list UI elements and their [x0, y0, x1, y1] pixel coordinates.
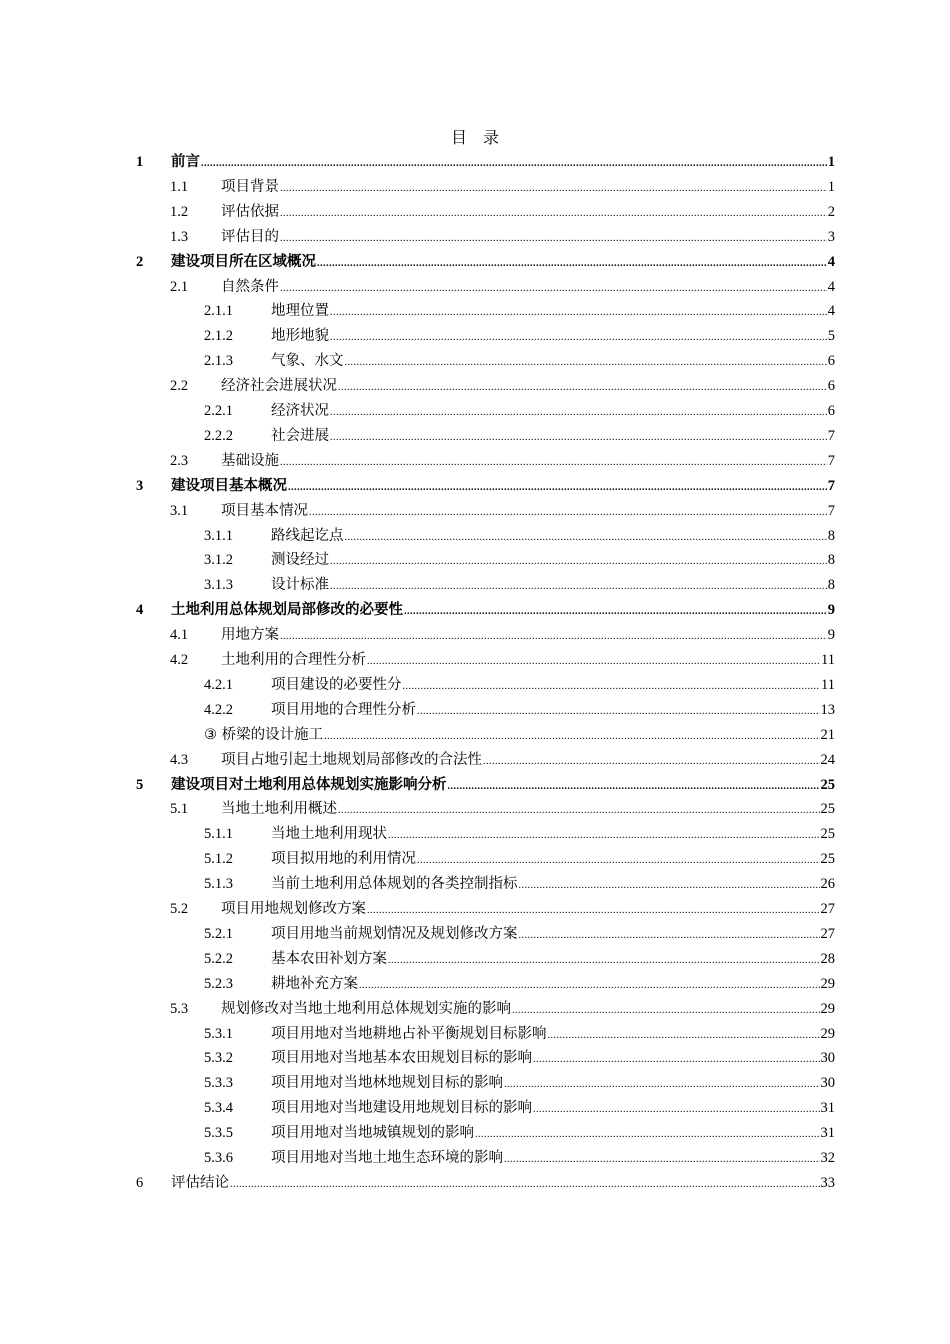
toc-entry-number: 5.1	[170, 801, 189, 818]
toc-leader-dots	[338, 376, 827, 401]
toc-entry-page: 11	[821, 652, 835, 668]
toc-entry-page: 29	[820, 975, 835, 992]
toc-leader-dots	[280, 177, 827, 202]
toc-entry-title: 地形地貌	[271, 328, 329, 345]
toc-entry-page: 30	[820, 1075, 835, 1092]
toc-entry[interactable]	[136, 250, 835, 275]
toc-leader-dots	[367, 899, 820, 924]
toc-entry[interactable]	[204, 922, 835, 947]
toc-entry[interactable]	[204, 1121, 835, 1146]
toc-entry[interactable]	[204, 972, 835, 997]
toc-entry-title: 项目用地当前规划情况及规划修改方案	[271, 925, 518, 942]
toc-leader-dots	[280, 202, 827, 227]
toc-entry[interactable]	[204, 524, 835, 549]
toc-leader-dots	[359, 974, 820, 999]
toc-leader-dots	[201, 152, 827, 177]
toc-entry-page: 29	[820, 1025, 835, 1042]
toc-entry-number: 3.1.2	[204, 552, 233, 569]
toc-entry-number: 5.3.3	[204, 1075, 233, 1092]
toc-entry-title: 项目用地对当地林地规划目标的影响	[271, 1075, 503, 1092]
toc-entry-title: 设计标准	[271, 577, 329, 594]
toc-entry-number: 2.1.1	[204, 303, 233, 320]
toc-entry-page: 4	[827, 253, 835, 270]
toc-leader-dots	[345, 526, 827, 551]
toc-entry-number: 6	[136, 1174, 144, 1191]
toc-entry[interactable]	[170, 748, 835, 773]
toc-entry-number: 3.1.3	[204, 577, 233, 594]
toc-leader-dots	[280, 227, 827, 252]
toc-entry-number: 1.3	[170, 228, 189, 245]
toc-entry-page: 21	[820, 726, 835, 743]
toc-entry-page: 8	[827, 577, 835, 594]
toc-leader-dots	[475, 1123, 820, 1148]
toc-leader-dots	[330, 575, 827, 600]
toc-entry[interactable]	[170, 449, 835, 474]
toc-entry[interactable]	[204, 673, 835, 698]
toc-leader-dots	[317, 252, 827, 277]
toc-entry[interactable]	[170, 275, 835, 300]
toc-leader-dots	[483, 750, 820, 775]
toc-entry[interactable]	[204, 847, 835, 872]
toc-entry-page: 7	[827, 452, 835, 469]
toc-entry-number: 5.1.1	[204, 826, 233, 843]
toc-leader-dots	[288, 476, 827, 501]
toc-entry[interactable]	[170, 623, 835, 648]
toc-entry-page: 4	[827, 303, 835, 320]
toc-entry-page: 6	[827, 403, 835, 419]
toc-leader-dots	[404, 600, 827, 625]
toc-leader-dots	[280, 451, 827, 476]
toc-entry[interactable]	[204, 822, 835, 847]
toc-entry-number: 5.2.3	[204, 975, 233, 992]
toc-entry-title: 当地土地利用现状	[271, 826, 387, 843]
toc-entry-page: 4	[827, 278, 835, 295]
toc-entry[interactable]	[204, 1096, 835, 1121]
toc-entry-number: 5.3.5	[204, 1125, 233, 1142]
toc-entry-page: 13	[820, 701, 835, 718]
toc-leader-dots	[388, 824, 820, 849]
toc-entry-title: 用地方案	[221, 627, 279, 644]
toc-entry-number: 1.2	[170, 203, 189, 220]
toc-entry-title: 评估目的	[221, 228, 279, 245]
toc-entry-page: 33	[820, 1174, 835, 1191]
toc-leader-dots	[345, 351, 827, 376]
toc-entry-number: 3.1.1	[204, 527, 233, 544]
toc-entry-page: 27	[820, 901, 835, 917]
toc-entry-title: 土地利用的合理性分析	[221, 652, 366, 668]
toc-entry-page: 6	[827, 353, 835, 370]
toc-entry[interactable]	[136, 1171, 835, 1196]
toc-entry-page: 26	[820, 876, 835, 893]
toc-entry-page: 8	[827, 552, 835, 569]
toc-leader-dots	[417, 849, 820, 874]
toc-entry-page: 28	[820, 950, 835, 967]
toc-entry-title: 气象、水文	[271, 353, 344, 370]
toc-entry[interactable]	[170, 797, 835, 822]
toc-entry[interactable]	[170, 499, 835, 524]
toc-entry-page: 3	[827, 228, 835, 245]
toc-entry[interactable]	[170, 225, 835, 250]
toc-entry-title: 社会进展	[271, 427, 329, 444]
toc-leader-dots	[548, 1024, 820, 1049]
toc-entry-page: 7	[827, 477, 835, 494]
toc-entry-number: 3	[136, 477, 144, 494]
toc-entry[interactable]	[204, 424, 835, 449]
toc-entry-number: 4.2.2	[204, 701, 233, 718]
toc-entry-page: 9	[827, 627, 835, 644]
toc-entry[interactable]	[204, 698, 835, 723]
toc-entry-title: 项目用地对当地耕地占补平衡规划目标影响	[271, 1025, 547, 1042]
toc-entry[interactable]	[204, 399, 835, 424]
toc-entry[interactable]	[204, 1071, 835, 1096]
toc-leader-dots	[512, 999, 820, 1024]
toc-entry-page: 25	[820, 826, 835, 843]
toc-entry-title: 项目用地对当地基本农田规划目标的影响	[271, 1050, 532, 1067]
toc-entry-number: 4.1	[170, 627, 189, 644]
toc-entry[interactable]	[204, 1146, 835, 1171]
toc-leader-dots	[388, 949, 820, 974]
toc-entry-title: 经济状况	[271, 403, 329, 419]
toc-entry-title: 测设经过	[271, 552, 329, 569]
toc-entry-page: 25	[820, 851, 835, 868]
toc-entry-title: 建设项目对土地利用总体规划实施影响分析	[171, 776, 447, 793]
toc-entry-number: 1	[136, 154, 144, 170]
toc-entry[interactable]	[170, 897, 835, 922]
toc-entry[interactable]	[170, 997, 835, 1022]
toc-entry-number: 5.3	[170, 1000, 189, 1017]
toc-leader-dots	[330, 401, 827, 426]
toc-entry-page: 31	[820, 1125, 835, 1142]
toc-entry-number: 3.1	[170, 502, 189, 519]
toc-entry[interactable]	[204, 872, 835, 897]
toc-entry-title: 基本农田补划方案	[271, 950, 387, 967]
toc-entry-title: 建设项目所在区域概况	[171, 253, 316, 270]
toc-entry-number: 5.2.1	[204, 925, 233, 942]
toc-leader-dots	[330, 426, 827, 451]
toc-entry-number: 2	[136, 253, 144, 270]
toc-entry-title: 基础设施	[221, 452, 279, 469]
toc-leader-dots	[338, 799, 820, 824]
toc-entry[interactable]	[204, 947, 835, 972]
toc-leader-dots	[504, 1073, 820, 1098]
toc-entry-number: 5.2	[170, 901, 189, 917]
toc-entry-page: 8	[827, 527, 835, 544]
toc-leader-dots	[533, 1048, 820, 1073]
toc-entry-title: 项目用地对当地土地生态环境的影响	[271, 1150, 503, 1166]
toc-entry[interactable]	[204, 299, 835, 324]
toc-entry-number: 1.1	[170, 178, 189, 195]
toc-entry-number: 4.3	[170, 751, 189, 768]
toc-entry-page: 6	[827, 378, 835, 395]
toc-leader-dots	[367, 650, 820, 675]
toc-leader-dots	[280, 277, 827, 302]
toc-entry-page: 25	[820, 776, 835, 793]
toc-entry-number: 5.3.1	[204, 1025, 233, 1042]
toc-entry-title: 项目拟用地的利用情况	[271, 851, 416, 868]
toc-entry-number: 2.2.1	[204, 403, 233, 419]
toc-leader-dots	[448, 775, 820, 800]
toc-entry-title: 项目用地的合理性分析	[271, 701, 416, 718]
toc-entry-title: 项目用地对当地建设用地规划目标的影响	[271, 1100, 532, 1117]
toc-entry-page: 5	[827, 328, 835, 345]
toc-entry-page: 25	[820, 801, 835, 818]
toc-entry-number: 4	[136, 602, 144, 619]
toc-entry-title: 项目建设的必要性分	[271, 676, 402, 693]
toc-entry-title: 项目背景	[221, 178, 279, 195]
toc-entry[interactable]	[136, 598, 835, 623]
toc-entry[interactable]	[204, 548, 835, 573]
toc-leader-dots	[230, 1173, 820, 1198]
toc-entry[interactable]	[204, 723, 835, 748]
toc-entry-title: 当地土地利用概述	[221, 801, 337, 818]
toc-leader-dots	[309, 501, 827, 526]
toc-entry[interactable]	[204, 1046, 835, 1071]
toc-entry-title: 当前土地利用总体规划的各类控制指标	[271, 876, 518, 893]
toc-leader-dots	[504, 1148, 820, 1173]
toc-entry-number: 4.2.1	[204, 676, 233, 693]
toc-entry[interactable]	[204, 1022, 835, 1047]
toc-entry-number: 2.3	[170, 452, 189, 469]
toc-entry-number: 2.1.2	[204, 328, 233, 345]
toc-entry[interactable]	[136, 773, 835, 798]
toc-entry-page: 32	[820, 1150, 835, 1166]
toc-leader-dots	[403, 675, 821, 700]
toc-entry-title: 土地利用总体规划局部修改的必要性	[171, 602, 403, 619]
toc-leader-dots	[324, 725, 819, 750]
toc-entry[interactable]	[170, 200, 835, 225]
toc-leader-dots	[330, 326, 827, 351]
toc-entry-title: 规划修改对当地土地利用总体规划实施的影响	[221, 1000, 511, 1017]
toc-leader-dots	[533, 1098, 820, 1123]
toc-entry-number: 2.2.2	[204, 427, 233, 444]
toc-entry-number: 5.2.2	[204, 950, 233, 967]
toc-entry-page: 9	[827, 602, 835, 619]
toc-entry-page: 1	[827, 154, 835, 170]
toc-leader-dots	[519, 924, 820, 949]
toc-leader-dots	[417, 700, 820, 725]
toc-entry-number: 5.3.2	[204, 1050, 233, 1067]
toc-entry-title: 项目用地规划修改方案	[221, 901, 366, 917]
toc-entry-number: 2.1.3	[204, 353, 233, 370]
toc-leader-dots	[330, 550, 827, 575]
toc-entry-number: 4.2	[170, 652, 189, 668]
toc-entry-page: 2	[827, 203, 835, 220]
toc-entry-title: 项目用地对当地城镇规划的影响	[271, 1125, 474, 1142]
toc-entry-page: 11	[821, 676, 835, 693]
toc-entry[interactable]	[204, 573, 835, 598]
toc-entry-page: 7	[827, 427, 835, 444]
toc-entry-number: 5.3.6	[204, 1150, 233, 1166]
toc-entry-title: 路线起讫点	[271, 527, 344, 544]
toc-entry-title: 耕地补充方案	[271, 975, 358, 992]
toc-entry-page: 27	[820, 925, 835, 942]
toc-entry-page: 24	[820, 751, 835, 768]
toc-entry-title: ③ 桥梁的设计施工	[204, 726, 324, 743]
toc-entry-number: 5.3.4	[204, 1100, 233, 1117]
toc-entry-title: 项目基本情况	[221, 502, 308, 519]
toc-entry-number: 5	[136, 776, 144, 793]
toc-entry-page: 1	[827, 178, 835, 195]
toc-leader-dots	[280, 625, 827, 650]
toc-entry[interactable]	[170, 175, 835, 200]
toc-entry[interactable]	[170, 374, 835, 399]
toc-entry-title: 经济社会进展状况	[221, 378, 337, 395]
toc-entry-title: 项目占地引起土地规划局部修改的合法性	[221, 751, 482, 768]
toc-entry-page: 29	[820, 1000, 835, 1017]
toc-leader-dots	[519, 874, 820, 899]
toc-entry[interactable]	[170, 648, 835, 673]
toc-entry[interactable]	[136, 474, 835, 499]
toc-entry-number: 5.1.2	[204, 851, 233, 868]
toc-entry-title: 自然条件	[221, 278, 279, 295]
toc-leader-dots	[330, 301, 827, 326]
toc-entry-page: 30	[820, 1050, 835, 1067]
toc-entry-page: 7	[827, 502, 835, 519]
toc-entry-number: 2.2	[170, 378, 189, 395]
toc-entry[interactable]	[136, 150, 835, 175]
toc-entry-number: 2.1	[170, 278, 189, 295]
toc-entry-title: 评估结论	[171, 1174, 229, 1191]
toc-entry-title: 前言	[171, 154, 200, 170]
toc-entry-page: 31	[820, 1100, 835, 1117]
toc-entry-title: 评估依据	[221, 203, 279, 220]
toc-entry-number: 5.1.3	[204, 876, 233, 893]
toc-entry-title: 建设项目基本概况	[171, 477, 287, 494]
toc-title: 目 录	[450, 128, 499, 147]
toc-entry[interactable]	[204, 324, 835, 349]
toc-entry[interactable]	[204, 349, 835, 374]
toc-entry-title: 地理位置	[271, 303, 329, 320]
